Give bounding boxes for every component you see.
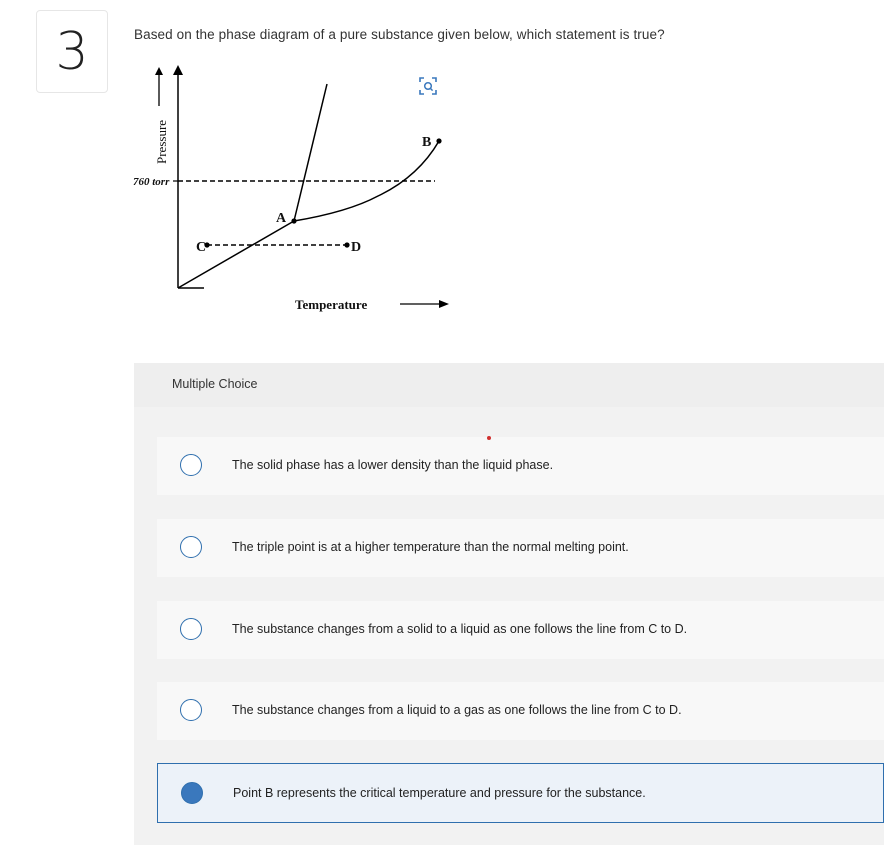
point-c-label: C: [196, 240, 207, 255]
radio-button[interactable]: [180, 536, 202, 558]
y-axis-label: Pressure: [154, 119, 169, 164]
question-text: Based on the phase diagram of a pure substance given below, which statement is true?: [134, 27, 665, 42]
answer-option[interactable]: [157, 601, 884, 659]
pressure-arrow-head: [155, 67, 163, 75]
multiple-choice-header: [134, 363, 884, 407]
radio-button[interactable]: [180, 454, 202, 476]
point-b: [436, 138, 441, 143]
answer-option[interactable]: [157, 519, 884, 577]
multiple-choice-label: Multiple Choice: [172, 377, 258, 391]
radio-button[interactable]: [180, 618, 202, 640]
point-d: [344, 242, 349, 247]
answer-option-text: The substance changes from a liquid to a gas as one follows the line from C to D.: [232, 703, 682, 717]
y-axis-arrow: [173, 65, 183, 75]
cursor-dot: [487, 436, 491, 440]
zoom-image-icon[interactable]: [418, 76, 438, 96]
temperature-arrow-head: [439, 300, 449, 308]
answer-option-text: The solid phase has a lower density than the liquid phase.: [232, 458, 554, 472]
solid-liquid-line: [294, 84, 327, 221]
question-number: 3: [36, 10, 108, 93]
answer-option[interactable]: [157, 437, 884, 495]
point-a-label: A: [276, 211, 287, 226]
radio-button[interactable]: [180, 699, 202, 721]
x-axis-label: Temperature: [295, 297, 368, 312]
point-a: [291, 218, 296, 223]
answer-option-text: The triple point is at a higher temperature than the normal melting point.: [232, 540, 629, 554]
answer-option[interactable]: [157, 682, 884, 740]
pressure-marker-label: 760 torr: [133, 176, 170, 188]
point-d-label: D: [351, 240, 362, 255]
radio-button-selected[interactable]: [181, 782, 203, 804]
phase-diagram: [128, 62, 458, 322]
answer-option-text: Point B represents the critical temperature and pressure for the substance.: [233, 786, 646, 800]
point-b-label: B: [422, 135, 432, 150]
answer-option-selected[interactable]: [157, 763, 884, 823]
multiple-choice-panel: [134, 363, 884, 845]
answer-option-text: The substance changes from a solid to a liquid as one follows the line from C to D.: [232, 622, 688, 636]
